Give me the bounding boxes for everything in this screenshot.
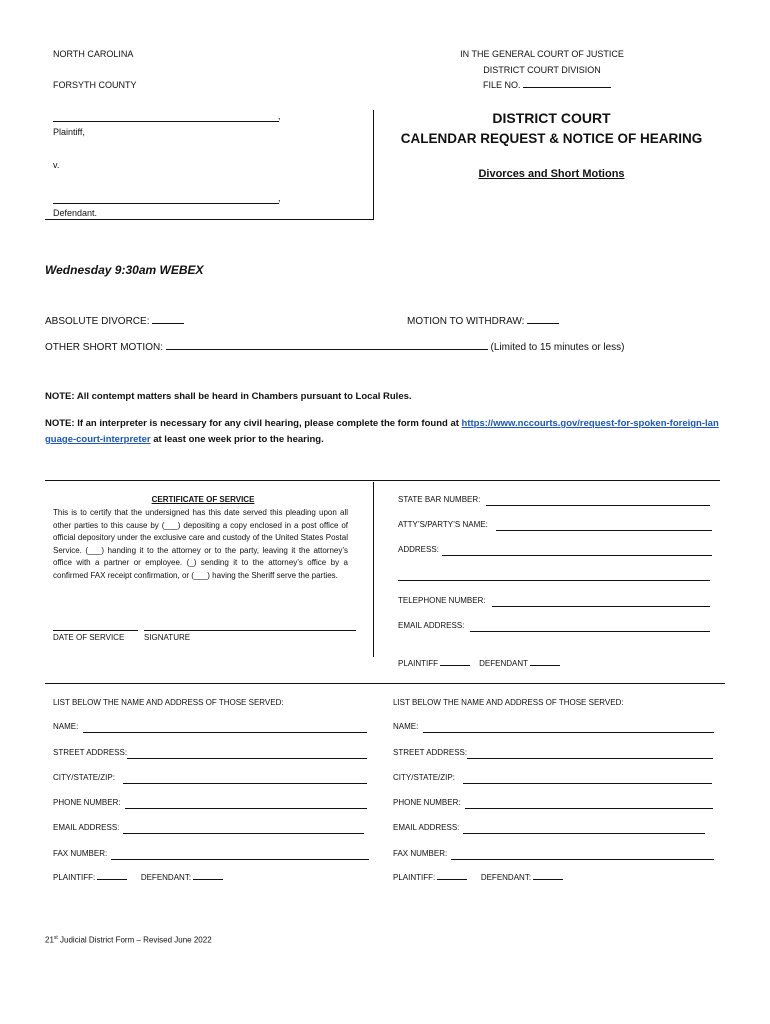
footer-form-label [45,935,212,945]
caption-right-rule [373,110,374,220]
defendant-name-line[interactable] [53,203,279,204]
versus-label: v. [53,160,60,170]
served-left-email-field[interactable] [123,833,364,834]
served-left-name-field[interactable] [83,732,367,733]
defendant-comma: , [278,193,281,203]
certificate-heading-text: CERTIFICATE OF SERVICE [151,495,255,504]
served-left-plaintiff-field[interactable] [97,879,127,880]
served-left-phone [53,798,367,807]
title-line1: DISTRICT COURT [492,110,611,126]
signature-line[interactable] [144,630,356,631]
served-left-phone-label: PHONE NUMBER: [53,798,121,807]
served-right-name-field[interactable] [423,732,714,733]
bar-number [398,495,710,504]
served-right-plaintiff-field[interactable] [437,879,467,880]
limit-note: (Limited to 15 minutes or less) [490,342,625,353]
served-right-city-field[interactable] [463,783,712,784]
served-heading-left: LIST BELOW THE NAME AND ADDRESS OF THOSE SERVED: [53,698,284,707]
atty-address-line2[interactable] [398,580,710,581]
served-left-city-label: CITY/STATE/ZIP: [53,773,115,782]
served-right-email [393,823,705,832]
title-line2: CALENDAR REQUEST & NOTICE OF HEARING [400,131,703,146]
served-left-fax-field[interactable] [111,859,369,860]
served-right-email-field[interactable] [463,833,705,834]
title-subtitle [385,168,718,180]
served-right-defendant-field[interactable] [533,879,563,880]
note-interpreter-suffix: at least one week prior to the hearing. [150,434,324,445]
served-right-plaintiff-label: PLAINTIFF: [393,873,436,882]
other-short-motion-field[interactable] [166,349,488,350]
atty-plaintiff-label: PLAINTIFF [398,659,439,668]
served-right-street [393,748,713,757]
served-left-street-label: STREET ADDRESS: [53,748,128,757]
atty-name [398,520,712,529]
served-right-phone [393,798,713,807]
served-left-name-label: NAME: [53,722,79,731]
plaintiff-label: Plaintiff, [53,127,85,137]
served-right-city [393,773,712,782]
served-right-street-label: STREET ADDRESS: [393,748,468,757]
served-right-street-field[interactable] [467,758,713,759]
atty-telephone [398,596,710,605]
file-no-label: FILE NO. [483,80,521,90]
date-of-service-line[interactable] [53,630,138,631]
served-right-fax [393,849,714,858]
atty-address-field[interactable] [442,555,712,556]
atty-telephone-field[interactable] [492,606,710,607]
served-left-city-field[interactable] [123,783,367,784]
served-left-defendant-label: DEFENDANT: [140,873,192,882]
signature-label: SIGNATURE [144,633,191,642]
absolute-divorce [45,316,184,327]
atty-email-field[interactable] [470,631,710,632]
footer-superscript: st [53,935,58,941]
served-right-name [393,722,714,731]
date-of-service-label: DATE OF SERVICE [53,633,125,642]
atty-party-select [398,659,560,668]
served-right-name-label: NAME: [393,722,419,731]
section-rule-top [45,480,720,481]
served-right-party-select [393,873,563,882]
file-no [483,80,611,90]
served-left-phone-field[interactable] [125,808,367,809]
footer-text: Judicial District Form – Revised June 2022 [57,935,212,945]
served-left-email-label: EMAIL ADDRESS: [53,823,120,832]
certificate-body: This is to certify that the undersigned has this date served this pleading upon all other parties to this cause by (___) depositing a copy enclosed in a post office of official depository under the exclusive care and custody of the United States Postal Service. (___) handing it to the attorney or to the party, leaving it the attorney’s office with a partner or employee. (_) sending it to the attorney’s office by a confirmed FAX receipt confirmation, or (___) having the Sheriff serve the parties. [53,508,348,580]
served-right-email-label: EMAIL ADDRESS: [393,823,460,832]
motion-to-withdraw [407,316,559,327]
plaintiff-name-line[interactable] [53,121,279,122]
served-left-party-select [53,873,223,882]
atty-defendant-field[interactable] [530,665,560,666]
served-left-defendant-field[interactable] [193,879,223,880]
served-right-city-label: CITY/STATE/ZIP: [393,773,455,782]
note-contempt: NOTE: All contempt matters shall be heard in Chambers pursuant to Local Rules. [45,391,412,402]
served-right-phone-field[interactable] [465,808,713,809]
county-name: FORSYTH COUNTY [53,80,137,90]
bar-number-label: STATE BAR NUMBER: [398,495,481,504]
motion-to-withdraw-field[interactable] [527,323,559,324]
served-left-plaintiff-label: PLAINTIFF: [53,873,96,882]
state-name: NORTH CAROLINA [53,49,134,59]
served-left-email [53,823,364,832]
served-left-fax [53,849,369,858]
atty-email-label: EMAIL ADDRESS: [398,621,465,630]
served-right-phone-label: PHONE NUMBER: [393,798,461,807]
file-no-field[interactable] [523,87,611,88]
plaintiff-comma: , [278,111,281,121]
note-interpreter [45,416,723,448]
absolute-divorce-label: ABSOLUTE DIVORCE: [45,316,150,327]
atty-plaintiff-field[interactable] [440,665,470,666]
court-line1: IN THE GENERAL COURT OF JUSTICE [460,49,624,59]
section-rule-middle [45,683,725,684]
served-left-fax-label: FAX NUMBER: [53,849,108,858]
atty-defendant-label: DEFENDANT [479,659,528,668]
court-line2: DISTRICT COURT DIVISION [483,65,601,75]
served-left-street-field[interactable] [127,758,367,759]
atty-telephone-label: TELEPHONE NUMBER: [398,596,486,605]
served-left-name [53,722,367,731]
atty-address-label: ADDRESS: [398,545,439,554]
atty-email [398,621,710,630]
absolute-divorce-field[interactable] [152,323,184,324]
served-right-fax-label: FAX NUMBER: [393,849,448,858]
served-left-city [53,773,367,782]
interpreter-form-link[interactable]: https://www.nccourts.gov/request-for-spoken-foreign-language-court-interpreter [45,418,719,445]
bar-number-field[interactable] [486,505,710,506]
caption-bottom-rule [45,219,373,220]
footer-district: 21 [45,935,54,945]
certificate-heading [53,495,353,504]
atty-address [398,545,712,554]
served-right-fax-field[interactable] [451,859,714,860]
note-interpreter-prefix: NOTE: If an interpreter is necessary for any civil hearing, please complete the form found at [45,418,462,429]
session-label: Wednesday 9:30am WEBEX [45,263,204,277]
defendant-label: Defendant. [53,208,98,218]
served-heading-right: LIST BELOW THE NAME AND ADDRESS OF THOSE SERVED: [393,698,624,707]
served-left-street [53,748,367,757]
motion-to-withdraw-label: MOTION TO WITHDRAW: [407,316,525,327]
subtitle-text: Divorces and Short Motions [478,168,625,180]
served-right-defendant-label: DEFENDANT: [480,873,532,882]
atty-name-label: ATTY’S/PARTY’S NAME: [398,520,488,529]
atty-name-field[interactable] [496,530,712,531]
other-short-motion-label: OTHER SHORT MOTION: [45,342,163,353]
certificate-divider [373,482,374,657]
other-short-motion [45,342,624,353]
